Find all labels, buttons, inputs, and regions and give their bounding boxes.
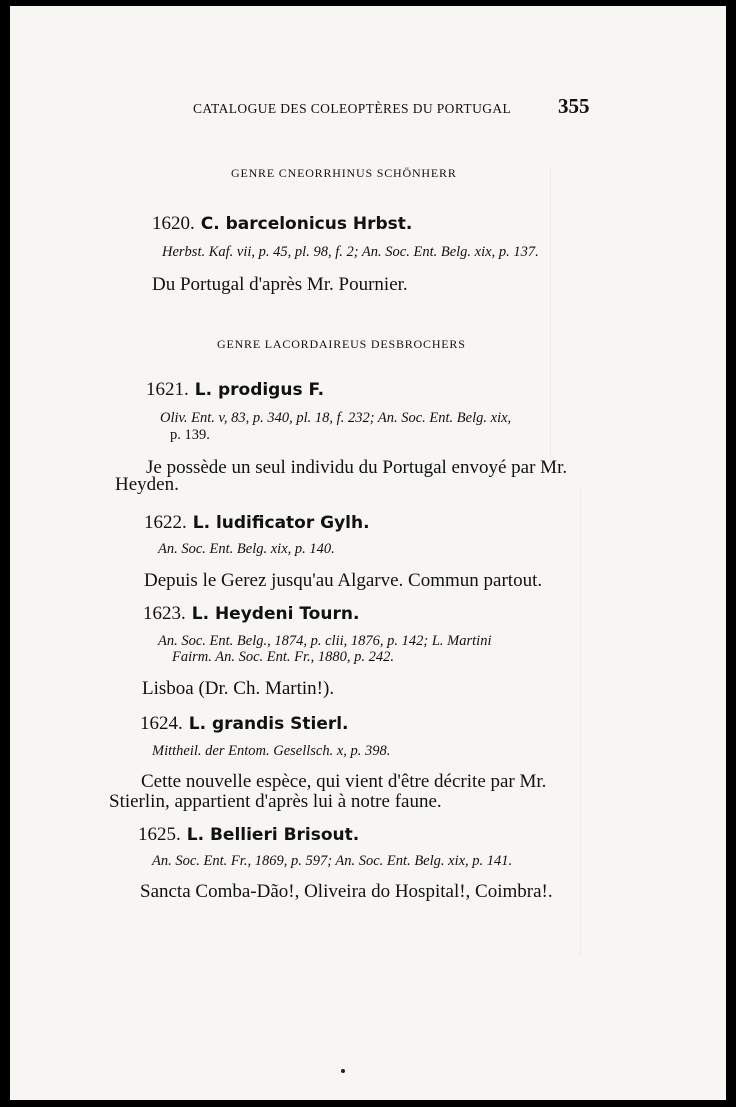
locality-note: Cette nouvelle espèce, qui vient d'être décrite par Mr. xyxy=(141,771,547,792)
entry-number: 1621. xyxy=(146,379,189,400)
locality-note: Heyden. xyxy=(115,474,179,495)
locality-note: Depuis le Gerez jusqu'au Algarve. Commun partout. xyxy=(144,570,543,591)
genus-heading: GENRE CNEORRHINUS SCHÖNHERR xyxy=(231,166,457,180)
reference-line: p. 139. xyxy=(170,427,210,443)
printer-mark xyxy=(341,1069,345,1073)
reference-line: An. Soc. Ent. Belg. xix, p. 140. xyxy=(158,541,335,557)
species-name: L. ludificator Gylh. xyxy=(192,513,370,533)
locality-note: Stierlin, appartient d'après lui à notre faune. xyxy=(109,791,442,812)
page-number: 355 xyxy=(558,94,590,118)
document-page xyxy=(10,6,726,1100)
species-heading xyxy=(143,603,359,625)
species-name: L. Heydeni Tourn. xyxy=(191,604,360,624)
locality-note: Du Portugal d'après Mr. Pournier. xyxy=(152,274,408,295)
genus-heading: GENRE LACORDAIREUS DESBROCHERS xyxy=(217,337,466,351)
reference-line: Fairm. An. Soc. Ent. Fr., 1880, p. 242. xyxy=(172,649,395,665)
locality-note: Je possède un seul individu du Portugal envoyé par Mr. xyxy=(146,457,568,478)
species-heading xyxy=(146,379,324,401)
species-name: L. prodigus F. xyxy=(194,380,325,400)
reference-line: Oliv. Ent. v, 83, p. 340, pl. 18, f. 232; An. Soc. Ent. Belg. xix, xyxy=(160,410,512,426)
species-heading xyxy=(152,213,412,235)
species-name: L. grandis Stierl. xyxy=(188,714,349,734)
species-heading xyxy=(144,512,370,534)
entry-number: 1624. xyxy=(140,713,183,734)
reference-line: Herbst. Kaf. vii, p. 45, pl. 98, f. 2; An. Soc. Ent. Belg. xix, p. 137. xyxy=(162,244,539,260)
entry-number: 1623. xyxy=(143,603,186,624)
entry-number: 1625. xyxy=(138,824,181,845)
locality-note: Sancta Comba-Dão!, Oliveira do Hospital!, Coimbra!. xyxy=(140,881,553,902)
reference-line: An. Soc. Ent. Fr., 1869, p. 597; An. Soc. Ent. Belg. xix, p. 141. xyxy=(152,853,513,869)
entry-number: 1620. xyxy=(152,213,195,234)
species-name: C. barcelonicus Hrbst. xyxy=(200,214,413,234)
reference-line: An. Soc. Ent. Belg., 1874, p. clii, 1876, p. 142; L. Martini xyxy=(158,633,492,649)
species-heading xyxy=(138,824,359,846)
entry-number: 1622. xyxy=(144,512,187,533)
running-header: CATALOGUE DES COLEOPTÈRES DU PORTUGAL xyxy=(193,101,512,116)
locality-note: Lisboa (Dr. Ch. Martin!). xyxy=(142,678,335,699)
species-name: L. Bellieri Brisout. xyxy=(186,825,360,845)
species-heading xyxy=(140,713,349,735)
reference-line: Mittheil. der Entom. Gesellsch. x, p. 398. xyxy=(152,743,391,759)
